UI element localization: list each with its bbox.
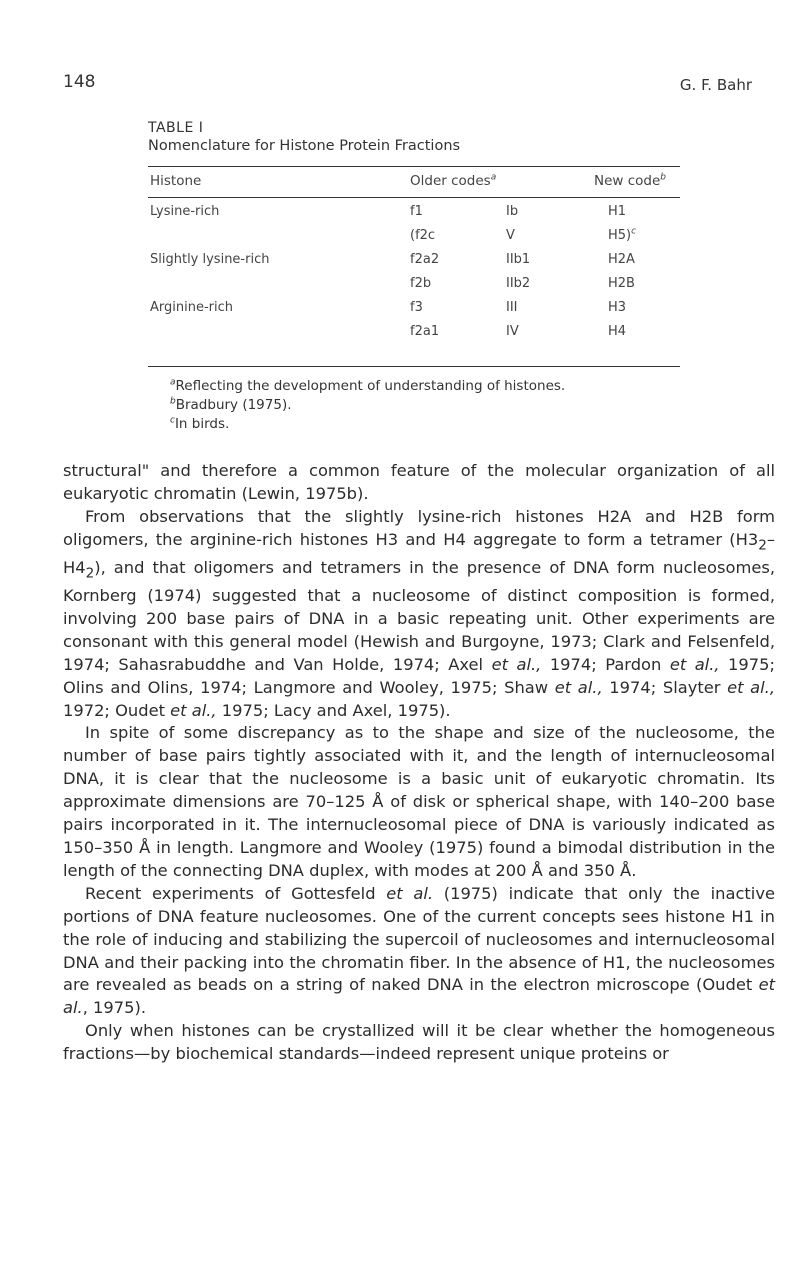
cell-older1: f3 [410, 300, 423, 315]
cell-older1: f1 [410, 204, 423, 219]
table-label: TABLE I [148, 120, 204, 136]
paragraph: Only when histones can be crystallized will it be clear whether the homogeneous fractions—by biochemical standards—indeed represent unique proteins or [63, 1021, 775, 1064]
cell-histone: Lysine-rich [150, 204, 220, 219]
col-head-older-codes: Older codes$^a$ [410, 172, 497, 189]
cell-older1: f2b [410, 276, 432, 291]
table-bottom-rule [148, 366, 680, 367]
cell-older1: (f2c [410, 228, 436, 243]
running-head: G. F. Bahr [679, 76, 752, 94]
footnote: $^a$Reflecting the development of understanding of histones. [170, 377, 566, 394]
paragraph: structural" and therefore a common feature of the molecular organization of all eukaryotic chromatin (Lewin, 1975b). [63, 461, 775, 503]
col-head-histone: Histone [150, 173, 202, 189]
body-text [63, 460, 775, 1066]
footnote: $^b$Bradbury (1975). [170, 396, 292, 413]
table-caption: Nomenclature for Histone Protein Fractions [148, 138, 461, 154]
col-head-new-code: New code$^b$ [594, 172, 667, 189]
table-footnotes [148, 377, 680, 434]
cell-new: H2B [608, 276, 635, 291]
table-body [148, 198, 680, 366]
footnote: $^c$In birds. [170, 415, 230, 432]
cell-older2: Ib [506, 204, 519, 219]
cell-new: H4 [608, 324, 627, 339]
cell-histone: Slightly lysine-rich [150, 252, 270, 267]
cell-older2: V [506, 228, 515, 243]
cell-new: H3 [608, 300, 627, 315]
cell-older2: IV [506, 324, 519, 339]
table-header-row [148, 167, 680, 197]
cell-histone: Arginine-rich [150, 300, 233, 315]
paragraph: Recent experiments of Gottesfeld et al. (1975) indicate that only the inactive portions of DNA feature nucleosomes. One of the current concepts sees histone H1 in the role of inducing and stabilizing the supercoil of nucleosomes and internucleosomal DNA and their packing into the chromatin fiber. In the absence of H1, the nucleosomes are revealed as beads on a string of naked DNA in the electron microscope (Oudet et al., 1975). [63, 883, 775, 1018]
cell-new: H5)$^c$ [608, 226, 637, 243]
page-header [0, 72, 800, 96]
cell-older2: IIb2 [506, 276, 531, 291]
cell-new: H2A [608, 252, 635, 267]
cell-new: H1 [608, 204, 627, 219]
cell-older2: III [506, 300, 518, 315]
cell-older1: f2a1 [410, 324, 440, 339]
cell-older1: f2a2 [410, 252, 440, 267]
page-number: 148 [63, 72, 96, 92]
paragraph: In spite of some discrepancy as to the shape and size of the nucleosome, the number of base pairs tightly associated with it, and the length of internucleosomal DNA, it is clear that the nucleosome is a basic unit of eukaryotic chromatin. Its approximate dimensions are 70–125 Å of disk or spherical shape, with 140–200 base pairs incorporated in it. The internucleosomal piece of DNA is variously indicated as 150–350 Å in length. Langmore and Wooley (1975) found a bimodal distribution in the length of the connecting DNA duplex, with modes at 200 Å and 350 Å. [63, 723, 775, 880]
histone-table [148, 120, 680, 434]
paragraph: From observations that the slightly lysine-rich histones H2A and H2B form oligomers, the arginine-rich histones H3 and H4 aggregate to form a tetramer $(H3_2-H4_2)$, and that oligomers and tetramers in the presence of DNA form nucleosomes, Kornberg (1974) suggested that a nucleosome of distinct composition is formed, involving 200 base pairs of DNA in a basic repeating unit. Other experiments are consonant with this general model (Hewish and Burgoyne, 1973; Clark and Felsenfeld, 1974; Sahasrabuddhe and Van Holde, 1974; Axel et al., 1974; Pardon et al., 1975; Olins and Olins, 1974; Langmore and Wooley, 1975; Shaw et al., 1974; Slayter et al., 1972; Oudet et al., 1975; Lacy and Axel, 1975). [63, 506, 775, 720]
cell-older2: IIb1 [506, 252, 531, 267]
